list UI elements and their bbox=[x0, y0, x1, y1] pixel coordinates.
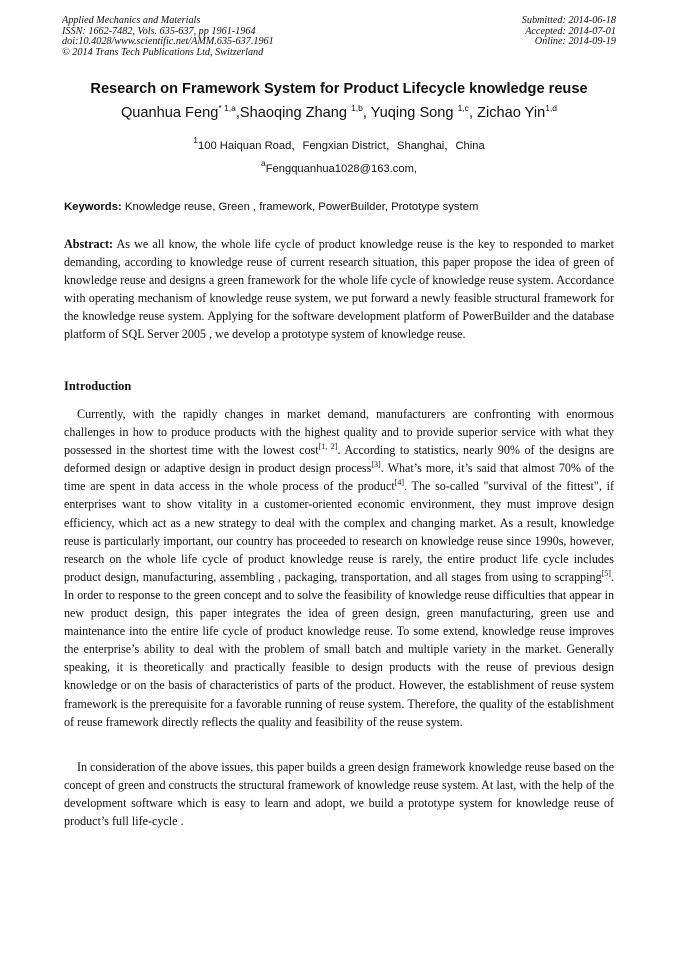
intro-text: . According to statistics, nearly 90% of the designs are deformed design or adaptive design in product design process bbox=[64, 443, 614, 476]
author-name: Zichao Yin bbox=[477, 105, 546, 121]
introduction-paragraph-2: In consideration of the above issues, this paper builds a green design framework knowledge reuse based on the concept of green and constructs the structural framework of knowledge reuse system. At last, with the help of the development software which is easy to learn and adopt, we build a prototype system for knowledge reuse of product’s full life-cycle . bbox=[64, 760, 614, 829]
keywords-text: Knowledge reuse, Green , framework, PowerBuilder, Prototype system bbox=[124, 201, 479, 213]
author-mark: 1,b bbox=[351, 103, 363, 113]
paper-title: Research on Framework System for Product Lifecycle knowledge reuse bbox=[90, 81, 588, 97]
author-email bbox=[0, 158, 678, 175]
affiliation-mark: 1 bbox=[193, 135, 199, 145]
author-mark: 1,d bbox=[545, 103, 558, 113]
author-list: Quanhua Feng$^{* 1,a}$,Shaoqing Zhang $^{1,b}$, Yuqing Song $^{1,c}$, Zichao Yin$^{1,d}$ bbox=[120, 103, 558, 121]
journal-header bbox=[62, 16, 616, 58]
keywords-label: Keywords: bbox=[64, 201, 122, 213]
author-mark: 1,c bbox=[457, 103, 469, 113]
accepted-date: Accepted: 2014-07-01 bbox=[525, 25, 616, 37]
intro-text: . In order to response to the green concept and to solve the feasibility of knowledge reuse difficulties that appear in new product design, this paper integrates the idea of green design, green manufacturing, green use and maintenance into the entire life cycle of product knowledge reuse. To some extend, knowledge reuse improves the enterprise’s ability to deal with the problem of small batch and multiple variety in the market. Generally speaking, it is theoretically and practically feasible to design products with the reuse of previous design knowledge or on the basis of characteristics of parts of the product. However, the establishment of reuse system framework is the prerequisite for a favorable running of reuse system. Therefore, the quality of the establishment of reuse framework directly reflects the quality and feasibility of the reuse system. bbox=[64, 569, 614, 729]
issn-line: ISSN: 1662-7482, Vols. 635-637, pp 1961-1964 bbox=[62, 25, 256, 37]
email-mark: a bbox=[260, 158, 266, 168]
citation: [4] bbox=[394, 478, 405, 488]
copyright-line: © 2014 Trans Tech Publications Ltd, Switzerland bbox=[62, 46, 264, 58]
keywords bbox=[64, 201, 616, 213]
doi-line: doi:10.4028/www.scientific.net/AMM.635-637.1961 bbox=[62, 36, 274, 48]
email-text: Fengquanhua1028@163.com, bbox=[265, 163, 418, 175]
submitted-date: Submitted: 2014-06-18 bbox=[521, 15, 616, 26]
abstract-text: As we all know, the whole life cycle of product knowledge reuse is the key to responded to market demanding, according to knowledge reuse of current research situation, this paper propose the idea of green of knowledge reuse and designs a green framework for the whole life cycle of knowledge reuse system. Accordance with operating mechanism of knowledge reuse system, we put forward a newly feasible structural framework for the knowledge reuse system. Applying for the software development platform of PowerBuilder and the database platform of SQL Server 2005 , we develop a prototype system of knowledge reuse. bbox=[64, 237, 614, 342]
citation: [3] bbox=[371, 460, 381, 470]
author-mark: * 1,a bbox=[218, 103, 236, 113]
citation: [5] bbox=[601, 568, 611, 578]
author-name: Yuqing Song bbox=[370, 105, 454, 121]
affiliation bbox=[0, 137, 678, 153]
abstract bbox=[64, 235, 614, 344]
author-name: Quanhua Feng bbox=[120, 105, 219, 121]
introduction-paragraph-1 bbox=[64, 405, 614, 731]
section-heading-introduction: Introduction bbox=[64, 379, 132, 393]
intro-text: Currently, with the rapidly changes in market demand, manufacturers are confronting with enormous challenges in how to produce products with the highest quality and to provide superior service with what they possessed in the shortest time with the lowest cost bbox=[64, 407, 614, 458]
citation: [1, 2] bbox=[318, 442, 338, 452]
affiliation-text: 100 Haiquan Road，Fengxian District，Shanghai，China bbox=[198, 140, 485, 152]
online-date: Online: 2014-09-19 bbox=[534, 36, 616, 48]
intro-text: . The so-called "survival of the fittest", if enterprises want to show vitality in a customer-oriented economic environment, they must improve design efficiency, which act as a new strategy to deal with the complex and changing market. As a result, knowledge reuse is particularly important, our country has proceeded to research on knowledge reuse since 1990s, however, research on the whole life cycle of product knowledge reuse is rarely, the entire product life cycle includes product design, manufacturing, assembling , packaging, transportation, and all stages from using to scrapping bbox=[64, 479, 614, 584]
abstract-label: Abstract: bbox=[64, 237, 114, 251]
intro-text: . What’s more, it’s said that almost 70% of the time are spent in data access in the whole process of the product bbox=[64, 461, 614, 494]
journal-name: Applied Mechanics and Materials bbox=[62, 15, 201, 26]
author-name: Shaoqing Zhang bbox=[239, 105, 347, 121]
